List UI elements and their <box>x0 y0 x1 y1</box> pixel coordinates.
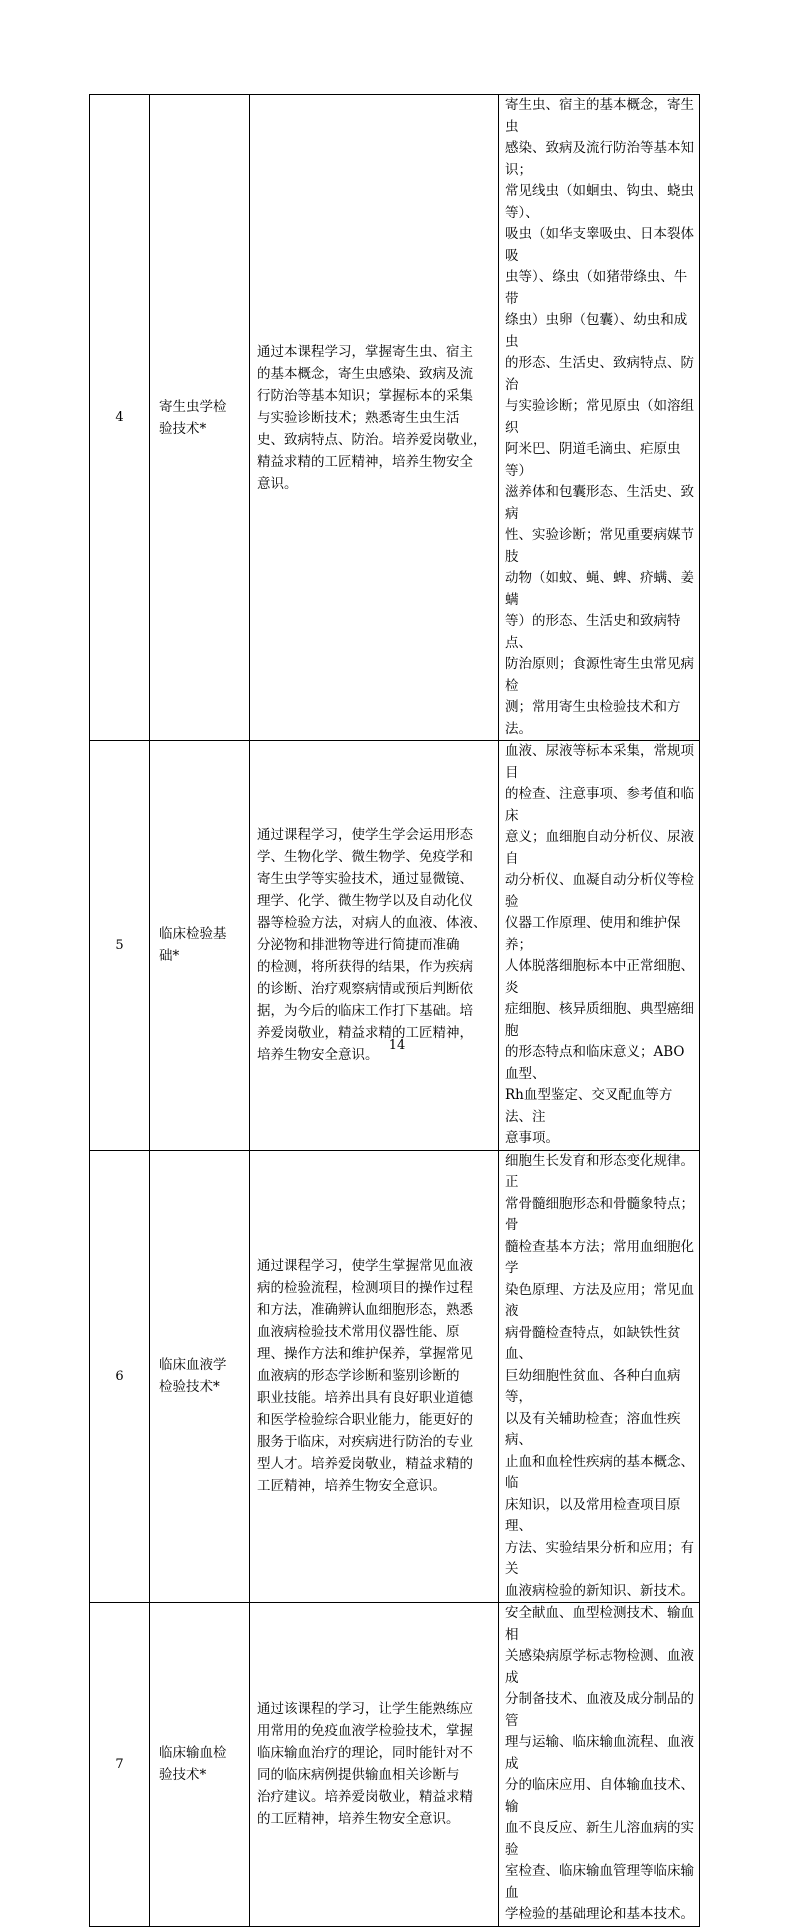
table-row <box>90 1150 700 1603</box>
course-table <box>89 94 700 1927</box>
course-content: 安全献血、血型检测技术、输血相 关感染病原学标志物检测、血液成 分制备技术、血液及成分制品的管 理与运输、临床输血流程、血液成 分的临床应用、自体输血技术、输 血不良反应、新生儿溶血病的实验 室检查、临床输血管理等临床输血 学检验的基础理论和基本技术。 <box>499 1603 700 1927</box>
course-content: 寄生虫、宿主的基本概念，寄生虫 感染、致病及流行防治等基本知识； 常见线虫（如蛔虫、钩虫、蛲虫等）、 吸虫（如华支睾吸虫、日本裂体吸 虫等）、绦虫（如猪带绦虫、牛带 绦虫）虫卵（包囊）、幼虫和成虫 的形态、生活史、致病特点、防治 与实验诊断；常见原虫（如溶组织 阿米巴、阴道毛滴虫、疟原虫等） 滋养体和包囊形态、生活史、致病 性、实验诊断；常见重要病媒节肢 动物（如蚊、蝇、蜱、疥螨、姜螨 等）的形态、生活史和致病特点、 防治原则；食源性寄生虫常见病检 测；常用寄生虫检验技术和方法。 <box>499 95 700 741</box>
row-number: 5 <box>90 741 150 1151</box>
course-name: 临床血液学 检验技术* <box>150 1150 250 1603</box>
table-row <box>90 95 700 741</box>
course-goal: 通过课程学习，使学生学会运用形态 学、生物化学、微生物学、免疫学和 寄生虫学等实验技术，通过显微镜、 理学、化学、微生物学以及自动化仪 器等检验方法，对病人的血液、体液、 分泌物和排泄物等进行简捷而准确 的检测，将所获得的结果，作为疾病 的诊断、治疗观察病情或预后判断依 据，为今后的临床工作打下基础。培 养爱岗敬业，精益求精的工匠精神， 培养生物安全意识。 <box>250 741 499 1151</box>
table-row <box>90 1603 700 1927</box>
course-goal: 通过课程学习，使学生掌握常见血液 病的检验流程，检测项目的操作过程 和方法，准确辨认血细胞形态，熟悉 血液病检验技术常用仪器性能、原 理、操作方法和维护保养，掌握常见 血液病的形态学诊断和鉴别诊断的 职业技能。培养出具有良好职业道德 和医学检验综合职业能力，能更好的 服务于临床，对疾病进行防治的专业 型人才。培养爱岗敬业，精益求精的 工匠精神，培养生物安全意识。 <box>250 1150 499 1603</box>
page-number: 14 <box>388 1038 406 1053</box>
course-content: 血液、尿液等标本采集，常规项目 的检查、注意事项、参考值和临床 意义；血细胞自动分析仪、尿液自 动分析仪、血凝自动分析仪等检验 仪器工作原理、使用和维护保养； 人体脱落细胞标本中正常细胞、炎 症细胞、核异质细胞、典型癌细胞 的形态特点和临床意义；ABO血型、 Rh血型鉴定、交叉配血等方法、注 意事项。 <box>499 741 700 1151</box>
row-number: 6 <box>90 1150 150 1603</box>
course-name: 临床检验基 础* <box>150 741 250 1151</box>
course-goal: 通过本课程学习，掌握寄生虫、宿主 的基本概念，寄生虫感染、致病及流 行防治等基本知识；掌握标本的采集 与实验诊断技术；熟悉寄生虫生活 史、致病特点、防治。培养爱岗敬业， 精益求精的工匠精神，培养生物安全 意识。 <box>250 95 499 741</box>
course-content: 细胞生长发育和形态变化规律。正 常骨髓细胞形态和骨髓象特点；骨 髓检查基本方法；常用血细胞化学 染色原理、方法及应用；常见血液 病骨髓检查特点，如缺铁性贫血、 巨幼细胞性贫血、各种白血病等， 以及有关辅助检查；溶血性疾病、 止血和血栓性疾病的基本概念、临 床知识，以及常用检查项目原理、 方法、实验结果分析和应用；有关 血液病检验的新知识、新技术。 <box>499 1150 700 1603</box>
row-number: 4 <box>90 95 150 741</box>
course-name: 临床输血检 验技术* <box>150 1603 250 1927</box>
row-number: 7 <box>90 1603 150 1927</box>
course-name: 寄生虫学检 验技术* <box>150 95 250 741</box>
course-goal: 通过该课程的学习，让学生能熟练应 用常用的免疫血液学检验技术，掌握 临床输血治疗的理论，同时能针对不 同的临床病例提供输血相关诊断与 治疗建议。培养爱岗敬业，精益求精 的工匠精神，培养生物安全意识。 <box>250 1603 499 1927</box>
table-row <box>90 741 700 1151</box>
